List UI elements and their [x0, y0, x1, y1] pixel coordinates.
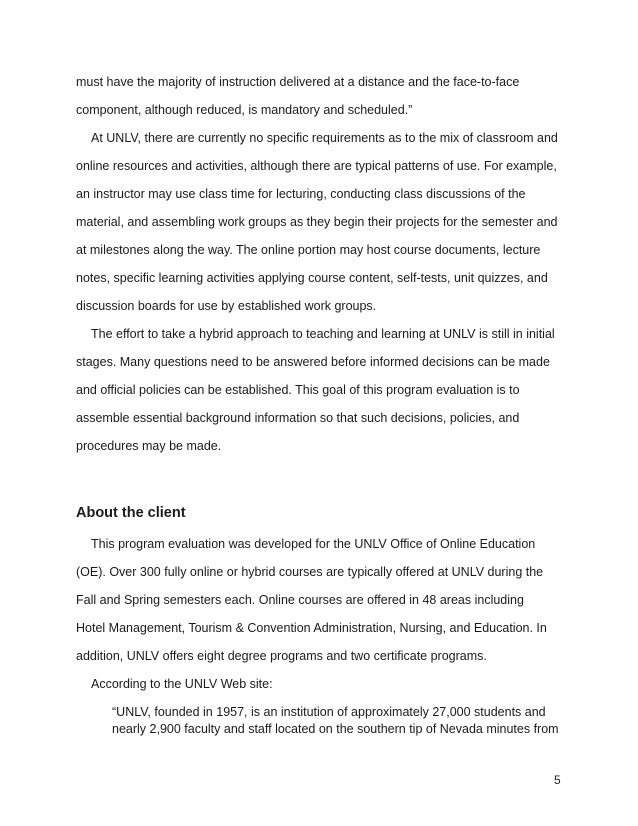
text-line: (OE). Over 300 fully online or hybrid courses are typically offered at UNLV during the: [76, 565, 544, 579]
text-line: notes, specific learning activities applying course content, self-tests, unit quizzes, and: [76, 271, 548, 285]
section-heading: About the client: [76, 505, 186, 521]
text-line: At UNLV, there are currently no specific requirements as to the mix of classroom and: [91, 131, 558, 145]
text-line: and official policies can be established. This goal of this program evaluation is to: [76, 383, 520, 397]
text-line: discussion boards for use by established work groups.: [76, 299, 377, 313]
block-quote-line: nearly 2,900 faculty and staff located on the southern tip of Nevada minutes from: [112, 722, 559, 736]
text-line: The effort to take a hybrid approach to teaching and learning at UNLV is still in initial: [91, 327, 555, 341]
text-line: According to the UNLV Web site:: [91, 677, 273, 691]
block-quote-line: “UNLV, founded in 1957, is an institution of approximately 27,000 students and: [112, 705, 546, 719]
text-line: an instructor may use class time for lecturing, conducting class discussions of the: [76, 187, 526, 201]
text-line: addition, UNLV offers eight degree programs and two certificate programs.: [76, 649, 487, 663]
text-line: must have the majority of instruction delivered at a distance and the face-to-face: [76, 75, 520, 89]
text-line: material, and assembling work groups as they begin their projects for the semester and: [76, 215, 558, 229]
text-line: stages. Many questions need to be answered before informed decisions can be made: [76, 355, 550, 369]
text-line: online resources and activities, although there are typical patterns of use. For example,: [76, 159, 557, 173]
text-line: This program evaluation was developed for the UNLV Office of Online Education: [91, 537, 536, 551]
text-line: procedures may be made.: [76, 439, 222, 453]
text-line: Hotel Management, Tourism & Convention Administration, Nursing, and Education. In: [76, 621, 547, 635]
text-line: assemble essential background information so that such decisions, policies, and: [76, 411, 520, 425]
page-number: 5: [554, 773, 561, 787]
text-line: at milestones along the way. The online portion may host course documents, lecture: [76, 243, 541, 257]
text-line: component, although reduced, is mandatory and scheduled.”: [76, 103, 413, 117]
text-line: Fall and Spring semesters each. Online courses are offered in 48 areas including: [76, 593, 524, 607]
